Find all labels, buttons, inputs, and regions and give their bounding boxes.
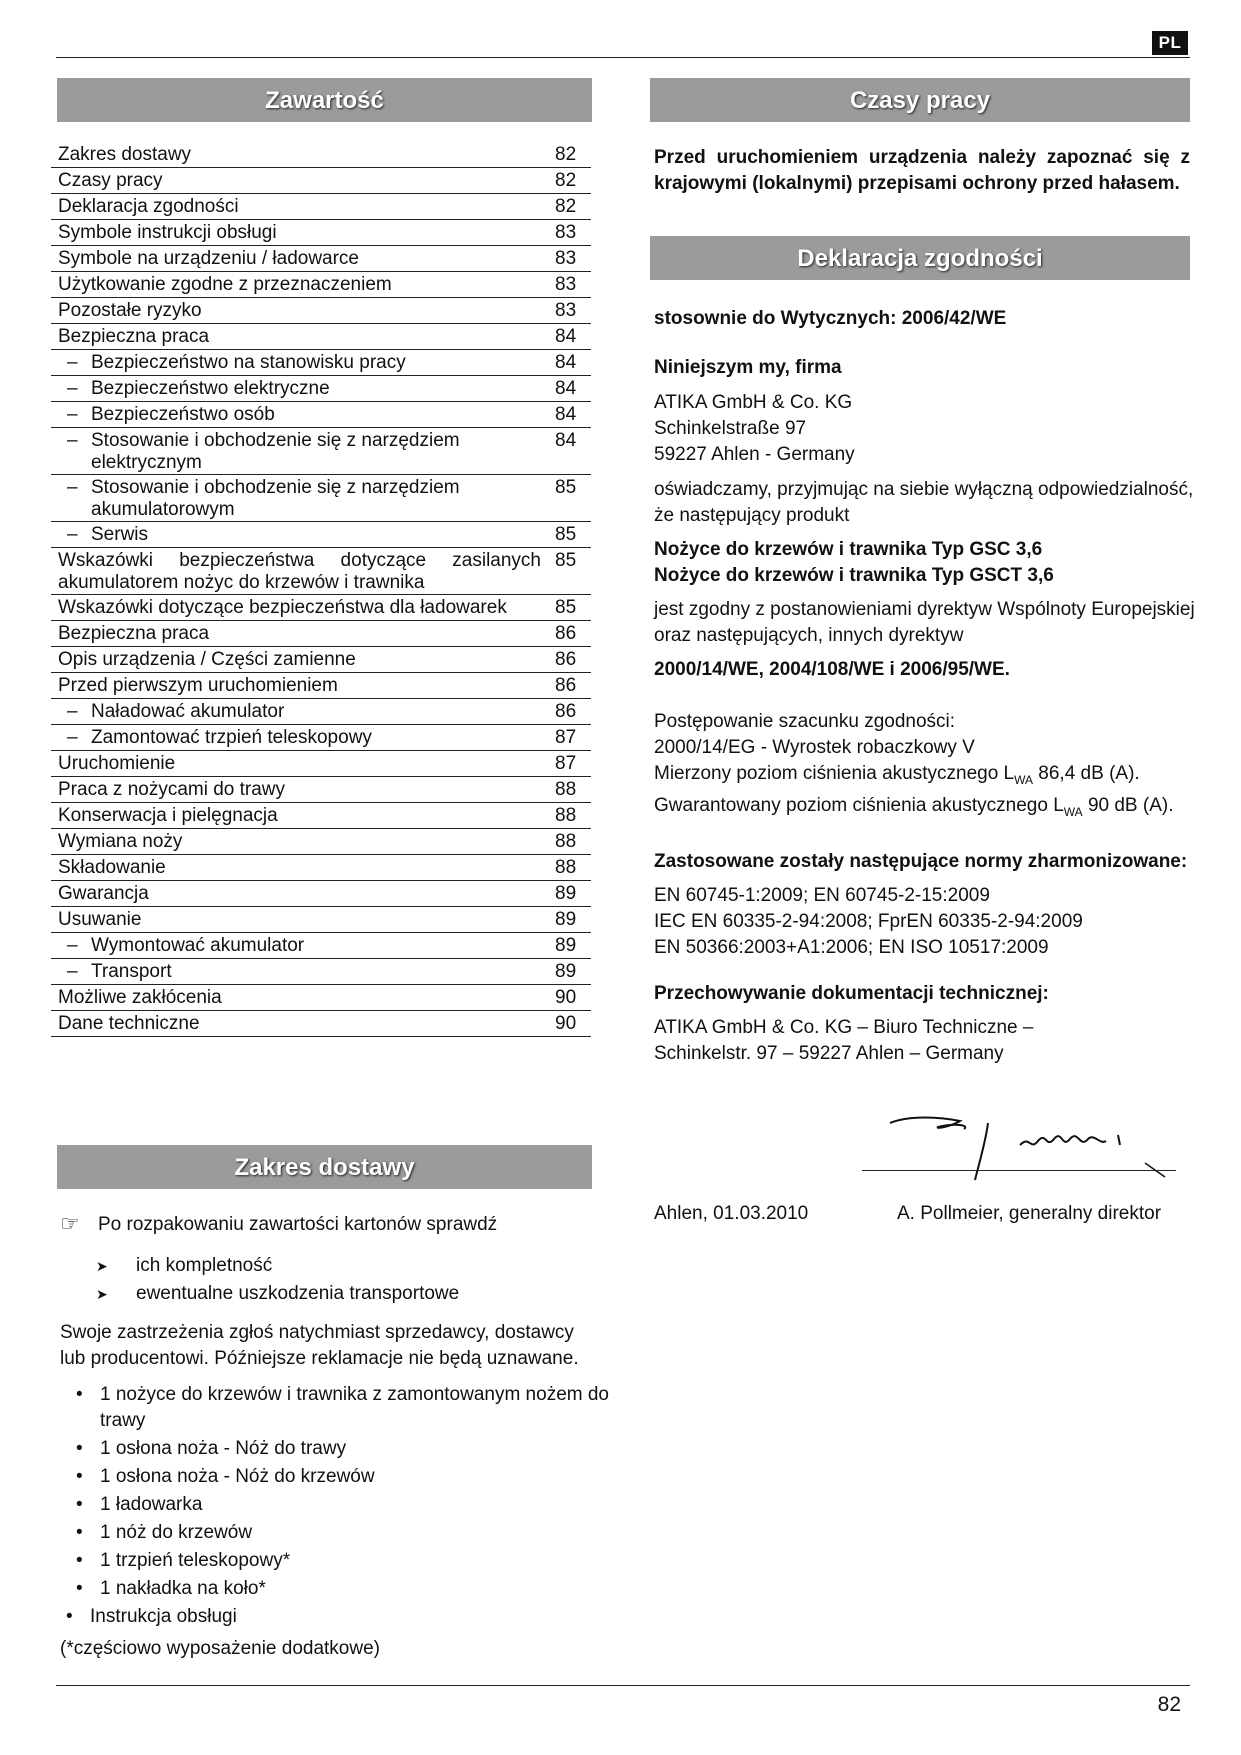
address-line: Schinkelstraße 97: [654, 418, 807, 439]
toc-page: 84: [555, 352, 577, 373]
toc-row: [51, 647, 591, 673]
toc-row: [51, 881, 591, 907]
toc-title: Gwarancja: [58, 883, 149, 904]
signatory: A. Pollmeier, generalny direktor: [897, 1203, 1162, 1224]
toc-row: [51, 777, 591, 803]
toc-page: 84: [555, 326, 577, 347]
measured-level: Mierzony poziom ciśnienia akustycznego $L_{WA}$ 86,4 dB (A).: [654, 763, 1140, 787]
conform-text: jest zgodny z postanowieniami dyrektyw Wspólnoty Europejskiej oraz następujących, innych dyrektyw: [654, 599, 1195, 646]
top-rule: [56, 57, 1190, 58]
arrow-icon: ➤: [96, 1258, 108, 1274]
bottom-rule: [56, 1685, 1190, 1686]
toc-title: Konserwacja i pielęgnacja: [58, 805, 278, 826]
toc-row: [51, 803, 591, 829]
toc-row: [51, 272, 591, 298]
toc-page: 89: [555, 961, 577, 982]
toc-page: 86: [555, 649, 577, 670]
toc-title: Praca z nożycami do trawy: [58, 779, 286, 800]
toc-page: 84: [555, 430, 577, 451]
toc-title: – Zamontować trzpień teleskopowy: [67, 727, 372, 748]
toc-row: [51, 959, 591, 985]
bullet-icon: •: [66, 1606, 73, 1627]
address-line: 59227 Ahlen - Germany: [654, 444, 855, 465]
toc-title: – Stosowanie i obchodzenie się z narzędziem elektrycznym: [67, 430, 460, 473]
docs-line: ATIKA GmbH & Co. KG – Biuro Techniczne –: [654, 1016, 1034, 1038]
toc-row: [51, 428, 591, 475]
toc-page: 85: [555, 597, 577, 618]
toc-title: Symbole na urządzeniu / ładowarce: [58, 248, 360, 269]
signature-image: [880, 1105, 1180, 1185]
toc-page: 84: [555, 404, 577, 425]
arrow-icon: ➤: [96, 1286, 108, 1302]
bullet-icon: •: [76, 1550, 83, 1571]
complaint-text: Swoje zastrzeżenia zgłoś natychmiast sprzedawcy, dostawcy lub producentowi. Późniejsze reklamacje nie będą uznawane.: [60, 1322, 579, 1369]
toc-row: [51, 725, 591, 751]
toc-title: Składowanie: [58, 857, 166, 878]
toc-title: Wskazówki bezpieczeństwa dotyczące zasilanych akumulatorem nożyc do krzewów i trawnika: [58, 550, 541, 593]
norm-line: EN 50366:2003+A1:2006; EN ISO 10517:2009: [654, 936, 1049, 958]
toc-page: 86: [555, 623, 577, 644]
docs-line: Schinkelstr. 97 – 59227 Ahlen – Germany: [654, 1042, 1004, 1064]
toc-page: 88: [555, 831, 577, 852]
toc-title: Zakres dostawy: [58, 144, 192, 165]
toc-page: 86: [555, 675, 577, 696]
toc-page: 89: [555, 883, 577, 904]
declaration-header: Deklaracja zgodności: [650, 236, 1190, 280]
norms-list: [654, 883, 1194, 961]
toc-row: [51, 246, 591, 272]
toc-row: [51, 985, 591, 1011]
toc-row: [51, 376, 591, 402]
toc-page: 90: [555, 1013, 577, 1034]
company-address: [654, 390, 1194, 468]
toc-title: Wymiana noży: [58, 831, 183, 852]
declare-text: oświadczamy, przyjmując na siebie wyłączną odpowiedzialność, że następujący produkt: [654, 479, 1194, 526]
toc-page: 90: [555, 987, 577, 1008]
list-item: • Instrukcja obsługi: [50, 1604, 620, 1630]
toc-row: [51, 522, 591, 548]
procedure-label: Postępowanie szacunku zgodności:: [654, 711, 956, 732]
toc-page: 84: [555, 378, 577, 399]
declaration-section: [654, 306, 1194, 1067]
toc-page: 83: [555, 248, 577, 269]
toc-page: 82: [555, 196, 577, 217]
scope-section: [60, 1211, 610, 1662]
toc-row: [51, 220, 591, 246]
toc-row: [51, 194, 591, 220]
toc-row: [51, 621, 591, 647]
toc-title: Czasy pracy: [58, 170, 163, 191]
table-of-contents: [51, 142, 591, 1037]
working-hours-header: Czasy pracy: [650, 78, 1190, 122]
toc-title: – Bezpieczeństwo osób: [67, 404, 275, 425]
toc-row: [51, 855, 591, 881]
toc-title: Uruchomienie: [58, 753, 176, 774]
toc-title: Bezpieczna praca: [58, 326, 210, 347]
toc-row: [51, 751, 591, 777]
toc-page: 89: [555, 909, 577, 930]
check-list: [60, 1252, 595, 1308]
pointing-hand-icon: ☞: [60, 1211, 80, 1236]
toc-row: [51, 829, 591, 855]
toc-row: [51, 475, 591, 522]
list-item: • 1 ładowarka: [60, 1492, 620, 1518]
directive-line: stosownie do Wytycznych: 2006/42/WE: [654, 308, 1007, 329]
toc-row: [51, 933, 591, 959]
guaranteed-level: Gwarantowany poziom ciśnienia akustycznego $L_{WA}$ 90 dB (A).: [654, 794, 1174, 819]
directives-list: 2000/14/WE, 2004/108/WE i 2006/95/WE.: [654, 659, 1010, 680]
toc-page: 83: [555, 222, 577, 243]
toc-row: [51, 907, 591, 933]
toc-title: Symbole instrukcji obsługi: [58, 222, 277, 243]
product-line: Nożyce do krzewów i trawnika Typ GSCT 3,6: [654, 565, 1054, 586]
toc-page: 82: [555, 144, 577, 165]
list-item: • 1 nakładka na koło*: [60, 1576, 620, 1602]
toc-page: 83: [555, 300, 577, 321]
toc-page: 89: [555, 935, 577, 956]
toc-page: 85: [555, 524, 577, 545]
procedure-value: 2000/14/EG - Wyrostek robaczkowy V: [654, 737, 975, 758]
toc-title: – Naładować akumulator: [67, 701, 285, 722]
toc-title: – Serwis: [67, 524, 149, 545]
toc-page: 87: [555, 753, 577, 774]
toc-row: [51, 298, 591, 324]
toc-row: [51, 168, 591, 194]
docs-address: [654, 1015, 1194, 1067]
toc-title: Opis urządzenia / Części zamienne: [58, 649, 356, 670]
docs-heading: Przechowywanie dokumentacji technicznej:: [654, 982, 1049, 1004]
toc-page: 86: [555, 701, 577, 722]
toc-page: 88: [555, 857, 577, 878]
toc-title: – Wymontować akumulator: [67, 935, 305, 956]
page-number: 82: [1157, 1693, 1181, 1716]
toc-page: 87: [555, 727, 577, 748]
list-item: • 1 nóż do krzewów: [60, 1520, 620, 1546]
product-line: Nożyce do krzewów i trawnika Typ GSC 3,6: [654, 539, 1043, 560]
norms-heading: Zastosowane zostały następujące normy zharmonizowane:: [654, 850, 1188, 872]
working-hours-text: Przed uruchomieniem urządzenia należy zapoznać się z krajowymi (lokalnymi) przepisami ochrony przed hałasem.: [654, 147, 1190, 194]
toc-row: [51, 402, 591, 428]
toc-page: 88: [555, 805, 577, 826]
toc-title: Deklaracja zgodności: [58, 196, 239, 217]
toc-row: [51, 324, 591, 350]
bullet-icon: •: [76, 1384, 83, 1405]
scope-intro: ☞ Po rozpakowaniu zawartości kartonów sprawdź: [60, 1211, 498, 1236]
toc-page: 88: [555, 779, 577, 800]
toc-title: – Bezpieczeństwo elektryczne: [67, 378, 330, 399]
list-item: • 1 trzpień teleskopowy*: [60, 1548, 620, 1574]
toc-title: Usuwanie: [58, 909, 142, 930]
check-item: ➤ ich kompletność: [60, 1252, 595, 1280]
toc-row: [51, 699, 591, 725]
toc-row: [51, 673, 591, 699]
toc-row: [51, 1011, 591, 1037]
toc-row: [51, 142, 591, 168]
place-date: Ahlen, 01.03.2010: [654, 1203, 809, 1224]
bullet-icon: •: [76, 1466, 83, 1487]
delivery-items: [60, 1382, 620, 1630]
toc-title: Bezpieczna praca: [58, 623, 210, 644]
bullet-icon: •: [76, 1438, 83, 1459]
toc-title: Użytkowanie zgodne z przeznaczeniem: [58, 274, 392, 295]
we-company: Niniejszym my, firma: [654, 357, 842, 378]
toc-page: 85: [555, 477, 577, 498]
bullet-icon: •: [76, 1578, 83, 1599]
list-item: • 1 osłona noża - Nóż do krzewów: [60, 1464, 620, 1490]
toc-title: – Stosowanie i obchodzenie się z narzędziem akumulatorowym: [67, 477, 460, 520]
bullet-icon: •: [76, 1522, 83, 1543]
contents-header: Zawartość: [57, 78, 592, 122]
check-item: ➤ ewentualne uszkodzenia transportowe: [60, 1280, 595, 1308]
signature-line: [862, 1170, 1176, 1171]
toc-row: [51, 548, 591, 595]
scope-header: Zakres dostawy: [57, 1145, 592, 1189]
bullet-icon: •: [76, 1494, 83, 1515]
toc-row: [51, 350, 591, 376]
address-line: ATIKA GmbH & Co. KG: [654, 392, 853, 413]
list-item: • 1 osłona noża - Nóż do trawy: [60, 1436, 620, 1462]
toc-title: – Transport: [67, 961, 172, 982]
norm-line: EN 60745-1:2009; EN 60745-2-15:2009: [654, 884, 990, 906]
toc-title: Dane techniczne: [58, 1013, 200, 1034]
toc-title: Wskazówki dotyczące bezpieczeństwa dla ładowarek: [58, 597, 507, 618]
toc-row: [51, 595, 591, 621]
toc-title: Pozostałe ryzyko: [58, 300, 202, 321]
toc-title: – Bezpieczeństwo na stanowisku pracy: [67, 352, 406, 373]
toc-page: 82: [555, 170, 577, 191]
toc-page: 85: [555, 550, 577, 571]
norm-line: IEC EN 60335-2-94:2008; FprEN 60335-2-94:2009: [654, 910, 1083, 932]
toc-title: Przed pierwszym uruchomieniem: [58, 675, 338, 696]
footnote: (*częściowo wyposażenie dodatkowe): [60, 1638, 380, 1659]
list-item: • 1 nożyce do krzewów i trawnika z zamontowanym nożem do trawy: [76, 1384, 610, 1431]
toc-page: 83: [555, 274, 577, 295]
language-badge: PL: [1152, 31, 1188, 55]
toc-title: Możliwe zakłócenia: [58, 987, 222, 1008]
